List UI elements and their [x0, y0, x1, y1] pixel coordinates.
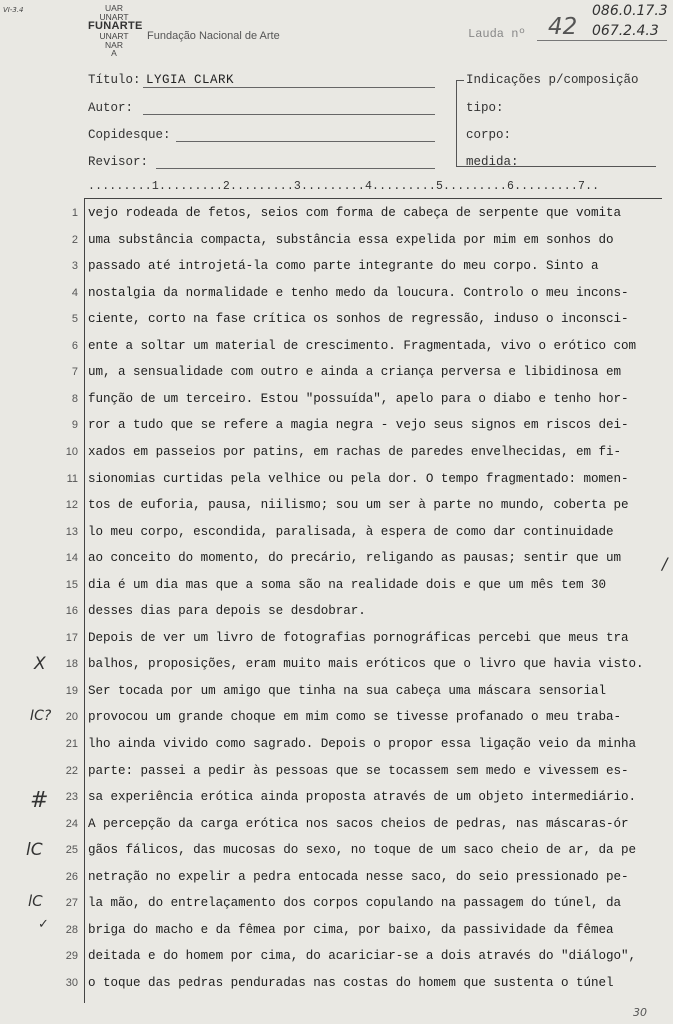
- archive-codes: [592, 1, 668, 41]
- margin-hash-mark: #: [30, 788, 49, 813]
- text-line: tos de euforia, pausa, niilismo; sou um ser à parte no mundo, coberta pe: [88, 498, 629, 513]
- text-line: Ser tocada por um amigo que tinha na sua cabeça uma máscara sensorial: [88, 683, 607, 698]
- text-line: sionomias curtidas pela velhice ou pela dor. O tempo fragmentado: momen-: [88, 471, 629, 486]
- copidesque-label: Copidesque:: [88, 128, 171, 142]
- text-line: ente a soltar um material de crescimento. Fragmentada, vivo o erótico com: [88, 338, 637, 353]
- text-line: sa experiência erótica ainda proposta através de um objeto intermediário.: [88, 790, 637, 805]
- text-line: nostalgia da normalidade e tenho medo da loucura. Controlo o meu incons-: [88, 285, 629, 300]
- text-line: deitada e do homem por cima, do acariciar-se a dois através do "diálogo",: [88, 949, 637, 964]
- column-ruler: .........1.........2.........3.........4.........5.........6.........7..: [88, 180, 600, 193]
- logo-line: A: [111, 48, 117, 59]
- text-line: provocou um grande choque em mim como se tivesse profanado o meu traba-: [88, 710, 622, 725]
- indicacoes-box-top: [456, 80, 464, 81]
- line-number: 22: [65, 764, 78, 777]
- text-line: passado até introjetá-la como parte integrante do meu corpo. Sinto a: [88, 259, 599, 274]
- archive-code: 067.2.4.3: [592, 23, 659, 39]
- text-line: dia é um dia mas que a soma são na realidade dois e que um mês tem 30: [88, 577, 607, 592]
- text-line: o toque das pedras penduradas nas costas do homem que sustenta o túnel: [88, 975, 614, 990]
- line-number: 21: [65, 738, 78, 750]
- text-line: xados em passeios por patins, em rachas de paredes envelhecidas, em fi-: [88, 444, 622, 459]
- text-line: vejo rodeada de fetos, seios com forma de cabeça de serpente que vomita: [88, 206, 622, 220]
- text-line: la mão, do entrelaçamento dos corpos copulando na passagem do túnel, da: [88, 896, 622, 911]
- lauda-label: Lauda nº: [468, 27, 526, 41]
- medida-label: medida:: [466, 155, 519, 169]
- indicacoes-box: [456, 80, 657, 166]
- revisor-label: Revisor:: [88, 155, 149, 169]
- text-line: uma substância compacta, substância essa expelida por mim em sonhos do: [88, 232, 614, 247]
- line-number: 15: [65, 578, 78, 591]
- lauda-number: 42: [548, 14, 578, 40]
- margin-lc-note-2: lC: [28, 892, 43, 910]
- margin-right-mark: /: [662, 554, 668, 573]
- titulo-line: [143, 87, 435, 88]
- text-line: gãos fálicos, das mucosas do sexo, no toque de um saco cheio de ar, da pe: [88, 843, 637, 858]
- line-number: 1: [71, 207, 78, 219]
- text-line: briga do macho e da fêmea por cima, por baixo, da passividade da fêmea: [88, 922, 614, 937]
- line-number: 25: [65, 844, 78, 857]
- line-number: 17: [65, 631, 78, 644]
- line-number: 8: [71, 392, 78, 405]
- line-number: 29: [65, 950, 78, 963]
- text-line: lo meu corpo, escondida, paralisada, à espera de como dar continuidade: [88, 524, 614, 539]
- copidesque-line: [176, 141, 435, 142]
- margin-lc-note: lC: [26, 840, 43, 860]
- line-number: 9: [71, 419, 78, 432]
- line-number: 14: [65, 552, 78, 565]
- line-number: 13: [65, 525, 78, 538]
- line-number: 28: [65, 923, 78, 936]
- titulo-label: Título:: [88, 73, 141, 87]
- line-number: 10: [65, 445, 78, 458]
- line-number: 2: [71, 233, 78, 246]
- page-number: 30: [633, 1006, 647, 1019]
- text-line: A percepção da carga erótica nos sacos cheios de pedras, nas máscaras-ór: [88, 816, 629, 831]
- tipo-label: tipo:: [466, 101, 504, 115]
- logo-line: UNART: [99, 31, 129, 42]
- text-line: um, a sensualidade com outro e ainda a criança perversa e libidinosa em: [88, 365, 622, 380]
- line-number: 5: [71, 313, 78, 326]
- line-number: 7: [71, 366, 78, 379]
- line-number: 6: [71, 339, 78, 352]
- line-number: 26: [65, 870, 78, 883]
- margin-x-mark: X: [34, 654, 46, 674]
- titulo-value: LYGIA CLARK: [146, 73, 235, 87]
- logo-line: UNART: [99, 11, 129, 22]
- logo-line-main: FUNARTE: [88, 20, 143, 33]
- line-number: 27: [65, 897, 78, 910]
- line-number: 3: [71, 260, 78, 273]
- logo-line: UAR: [105, 3, 123, 13]
- text-line: função de um terceiro. Estou "possuída", apelo para o diabo e tenho hor-: [88, 391, 629, 406]
- text-line: ciente, corto na fase crítica os sonhos de regressão, induso o inconsci-: [88, 312, 629, 327]
- text-line: ror a tudo que se refere a magia negra - vejo seus signos em riscos dei-: [88, 418, 629, 433]
- indicacoes-label: Indicações p/composição: [466, 73, 639, 87]
- logo-line: NAR: [105, 39, 123, 50]
- line-number: 19: [65, 684, 78, 697]
- line-number: 24: [65, 817, 78, 830]
- text-line: lho ainda vivido como sagrado. Depois o propor essa ligação veio da minha: [88, 737, 637, 751]
- line-number: 18: [65, 658, 78, 671]
- line-number: 4: [71, 286, 78, 299]
- text-line: balhos, proposições, eram muito mais eróticos que o livro que havia visto.: [88, 657, 644, 672]
- text-line: Depois de ver um livro de fotografias pornográficas percebi que meus tra: [88, 630, 629, 645]
- organization-name: Fundação Nacional de Arte: [147, 30, 280, 42]
- revisor-line: [156, 168, 435, 169]
- margin-ic-note: IC?: [30, 708, 52, 724]
- line-number: 23: [65, 791, 78, 804]
- text-line: netração no expelir a pedra entocada nesse saco, do seio pressionado pe-: [88, 869, 629, 884]
- autor-line: [143, 114, 435, 115]
- autor-label: Autor:: [88, 101, 134, 115]
- text-line: desses dias para depois se desdobrar.: [88, 604, 366, 619]
- line-number: 11: [66, 472, 78, 485]
- archive-code: 086.0.17.3: [592, 3, 668, 19]
- corpo-label: corpo:: [466, 128, 512, 142]
- line-number: 30: [65, 976, 78, 989]
- text-line: parte: passei a pedir às pessoas que se tocassem sem medo e vivessem es-: [88, 763, 629, 778]
- text-line: ao conceito do momento, do precário, religando as pausas; sentir que um: [88, 551, 622, 566]
- line-number: 20: [65, 711, 78, 724]
- line-number: 16: [65, 605, 78, 618]
- funarte-logo: [88, 3, 143, 59]
- margin-check-mark: ✓: [38, 917, 49, 932]
- line-number: 12: [65, 499, 78, 512]
- corner-mark: VI-3.4: [3, 6, 24, 14]
